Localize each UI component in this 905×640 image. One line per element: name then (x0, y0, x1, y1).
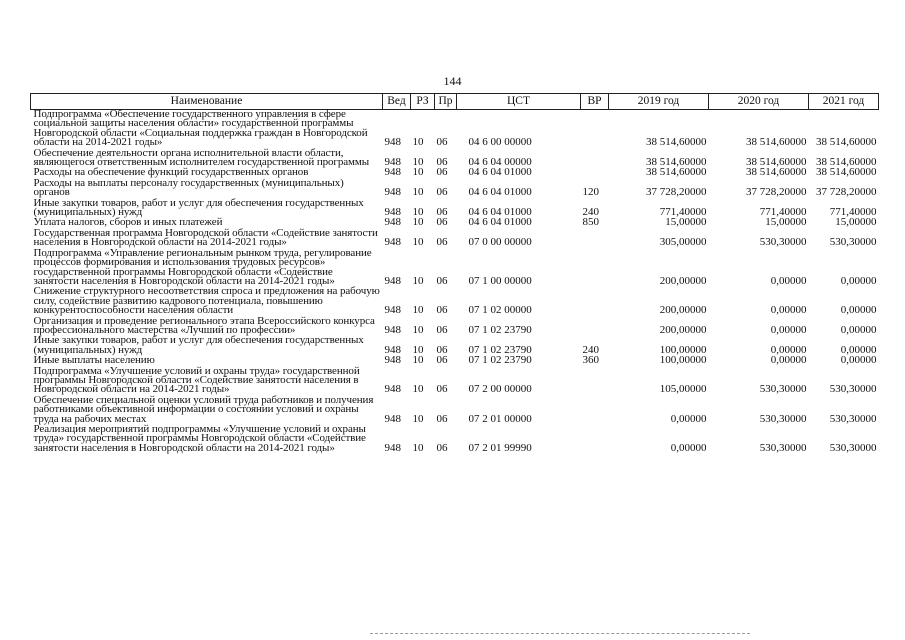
cell-cst: 04 6 00 00000 (468, 136, 532, 149)
header-cst: ЦСТ (457, 94, 581, 110)
cell-rz: 10 (412, 304, 424, 317)
cell-vr (581, 149, 609, 169)
cell-2020: 530,30000 (759, 441, 807, 454)
cell-name: Обеспечение деятельности органа исполнительной власти области, являющегося ответственным исполнителем государственной программы (33, 146, 370, 169)
cell-2020: 38 514,60000 (746, 136, 807, 149)
cell-rz: 10 (412, 383, 424, 396)
cell-2020: 530,30000 (759, 383, 807, 396)
cell-2021: 530,30000 (829, 383, 877, 396)
cell-pr: 06 (436, 383, 448, 396)
cell-cst: 07 1 02 23790 (468, 354, 532, 367)
table-row (31, 179, 879, 199)
cell-cst: 07 2 00 00000 (468, 383, 532, 396)
cell-pr: 06 (436, 343, 448, 356)
cell-2019: 305,00000 (659, 236, 707, 249)
cell-2019: 771,40000 (659, 206, 707, 219)
cell-pr: 06 (436, 354, 448, 367)
cell-2021: 0,00000 (840, 304, 877, 317)
cell-pr: 06 (436, 136, 448, 149)
cell-cst: 04 6 04 01000 (468, 166, 532, 179)
cell-name: Подпрограмма «Обеспечение государственного управления в сфере социальной защиты населения области» государственной программы Новгородской области «Социальная поддержка граждан в Новгородской области на 2014-2021 годы» (33, 108, 368, 149)
cell-2021: 0,00000 (840, 354, 877, 367)
cell-2019: 200,00000 (659, 304, 707, 317)
cell-2020: 38 514,60000 (746, 156, 807, 169)
cell-vr: 850 (582, 216, 599, 229)
cell-ved: 948 (384, 343, 401, 356)
cell-2020: 0,00000 (770, 343, 807, 356)
header-rz: РЗ (411, 94, 435, 110)
cell-2019: 0,00000 (670, 441, 707, 454)
cell-rz: 10 (412, 343, 424, 356)
cell-ved: 948 (384, 216, 401, 229)
cell-rz: 10 (412, 441, 424, 454)
cell-vr (581, 317, 609, 337)
cell-2021: 530,30000 (829, 412, 877, 425)
cell-pr: 06 (436, 206, 448, 219)
table-row (31, 287, 879, 316)
cell-2020: 771,40000 (759, 206, 807, 219)
table-row (31, 367, 879, 396)
cell-vr: 240 (582, 343, 599, 356)
cell-2019: 38 514,60000 (646, 136, 707, 149)
cell-2019: 100,00000 (659, 343, 707, 356)
cell-ved: 948 (384, 236, 401, 249)
table-row (31, 396, 879, 425)
cell-ved: 948 (384, 166, 401, 179)
cell-2020: 15,00000 (765, 216, 807, 229)
header-ved: Вед (383, 94, 411, 110)
cell-name: Расходы на выплаты персоналу государственных (муниципальных) органов (33, 176, 344, 199)
cell-2019: 200,00000 (659, 323, 707, 336)
cell-2019: 38 514,60000 (646, 156, 707, 169)
cell-2021: 15,00000 (835, 216, 877, 229)
cell-2020: 0,00000 (770, 304, 807, 317)
cell-2021: 0,00000 (840, 274, 877, 287)
cell-ved: 948 (384, 304, 401, 317)
table-row (31, 425, 879, 454)
cell-vr (581, 287, 609, 316)
table-row (31, 249, 879, 288)
cell-cst: 07 1 02 00000 (468, 304, 532, 317)
cell-pr: 06 (436, 186, 448, 199)
cell-2019: 100,00000 (659, 354, 707, 367)
cell-pr: 06 (436, 441, 448, 454)
cell-ved: 948 (384, 323, 401, 336)
header-pr: Пр (435, 94, 457, 110)
cell-pr: 06 (436, 216, 448, 229)
cell-2021: 0,00000 (840, 343, 877, 356)
cell-2019: 15,00000 (665, 216, 707, 229)
cell-name: Государственная программа Новгородской области «Содействие занятости населения в Новгородской области на 2014-2021 годы» (33, 226, 378, 249)
cell-vr (581, 110, 609, 149)
cell-rz: 10 (412, 354, 424, 367)
cell-cst: 07 2 01 99990 (468, 441, 532, 454)
cell-vr: 240 (582, 206, 599, 219)
cell-pr: 06 (436, 236, 448, 249)
cell-rz: 10 (412, 274, 424, 287)
cell-ved: 948 (384, 354, 401, 367)
header-vr: ВР (581, 94, 609, 110)
cell-vr (581, 425, 609, 454)
header-2019: 2019 год (609, 94, 709, 110)
cell-ved: 948 (384, 274, 401, 287)
cell-ved: 948 (384, 383, 401, 396)
cell-name: Иные выплаты населению (33, 354, 155, 367)
cell-rz: 10 (412, 166, 424, 179)
header-2020: 2020 год (709, 94, 809, 110)
cell-pr: 06 (436, 412, 448, 425)
cell-name: Подпрограмма «Улучшение условий и охраны труда» государственной программы Новгородской области «Содействие занятости населения в Новгородской области на 2014-2021 годы» (33, 364, 360, 396)
cell-rz: 10 (412, 323, 424, 336)
cell-name: Реализация мероприятий подпрограммы «Улучшение условий и охраны труда» государственной программы Новгородской области «Содействие занятости населения в Новгородской области на 2014-2021 годы» (33, 423, 366, 454)
cell-2021: 38 514,60000 (816, 136, 877, 149)
cell-pr: 06 (436, 323, 448, 336)
cell-vr (581, 249, 609, 288)
cell-rz: 10 (412, 136, 424, 149)
cell-ved: 948 (384, 412, 401, 425)
cell-cst: 07 1 02 23790 (468, 343, 532, 356)
cell-vr (581, 168, 609, 178)
header-name: Наименование (31, 94, 383, 110)
cell-rz: 10 (412, 216, 424, 229)
table-row (31, 336, 879, 356)
cell-cst: 04 6 04 01000 (468, 216, 532, 229)
cell-pr: 06 (436, 166, 448, 179)
cell-rz: 10 (412, 156, 424, 169)
cell-cst: 04 6 04 01000 (468, 186, 532, 199)
table-row (31, 110, 879, 149)
cell-vr (581, 229, 609, 249)
bottom-rule (370, 633, 750, 635)
cell-name: Иные закупки товаров, работ и услуг для обеспечения государственных (муниципальных) нужд (33, 196, 364, 219)
cell-rz: 10 (412, 412, 424, 425)
cell-cst: 04 6 04 00000 (468, 156, 532, 169)
cell-rz: 10 (412, 206, 424, 219)
cell-ved: 948 (384, 206, 401, 219)
cell-pr: 06 (436, 274, 448, 287)
cell-2020: 530,30000 (759, 236, 807, 249)
cell-ved: 948 (384, 441, 401, 454)
cell-name: Уплата налогов, сборов и иных платежей (33, 216, 223, 229)
header-2021: 2021 год (809, 94, 879, 110)
cell-name: Расходы на обеспечение функций государственных органов (33, 166, 309, 179)
table-row (31, 229, 879, 249)
cell-cst: 07 2 01 00000 (468, 412, 532, 425)
cell-name: Обеспечение специальной оценки условий труда работников и получения работниками объективной информации о состоянии условий и охраны труда на рабочих местах (33, 393, 374, 425)
cell-ved: 948 (384, 156, 401, 169)
page-number: 144 (443, 74, 462, 88)
cell-vr: 120 (582, 186, 599, 199)
cell-2021: 38 514,60000 (816, 166, 877, 179)
cell-cst: 07 0 00 00000 (468, 236, 532, 249)
cell-2020: 37 728,20000 (746, 186, 807, 199)
cell-2020: 530,30000 (759, 412, 807, 425)
cell-vr: 360 (582, 354, 599, 367)
cell-cst: 07 1 00 00000 (468, 274, 532, 287)
cell-2021: 0,00000 (840, 323, 877, 336)
cell-cst: 07 1 02 23790 (468, 323, 532, 336)
cell-2019: 0,00000 (670, 412, 707, 425)
cell-2021: 38 514,60000 (816, 156, 877, 169)
cell-vr (581, 396, 609, 425)
cell-2019: 38 514,60000 (646, 166, 707, 179)
cell-2020: 0,00000 (770, 274, 807, 287)
cell-name: Снижение структурного несоответствия спроса и предложения на рабочую силу, содействие развитию кадрового потенциала, повышению конкурентоспособности населения области (33, 285, 380, 317)
cell-pr: 06 (436, 304, 448, 317)
cell-2020: 0,00000 (770, 323, 807, 336)
cell-2021: 771,40000 (829, 206, 877, 219)
cell-2021: 530,30000 (829, 236, 877, 249)
cell-2019: 105,00000 (659, 383, 707, 396)
cell-2021: 37 728,20000 (816, 186, 877, 199)
cell-ved: 948 (384, 186, 401, 199)
cell-name: Иные закупки товаров, работ и услуг для обеспечения государственных (муниципальных) нужд (33, 334, 364, 356)
cell-rz: 10 (412, 186, 424, 199)
cell-ved: 948 (384, 136, 401, 149)
cell-2021: 530,30000 (829, 441, 877, 454)
cell-2019: 37 728,20000 (646, 186, 707, 199)
cell-pr: 06 (436, 156, 448, 169)
cell-cst: 04 6 04 01000 (468, 206, 532, 219)
cell-vr (581, 367, 609, 396)
budget-table (30, 93, 879, 454)
cell-rz: 10 (412, 236, 424, 249)
cell-2020: 0,00000 (770, 354, 807, 367)
cell-2020: 38 514,60000 (746, 166, 807, 179)
cell-2019: 200,00000 (659, 274, 707, 287)
cell-name: Организация и проведение регионального этапа Всероссийского конкурса профессионального мастерства «Лучший по профессии» (33, 314, 375, 336)
cell-name: Подпрограмма «Управление региональным рынком труда, регулирование процессов формирования и использования трудовых ресурсов» государственной программы Новгородской области «Содействие занятости населения в Новгородской области на 2014-2021 годы» (33, 246, 372, 287)
